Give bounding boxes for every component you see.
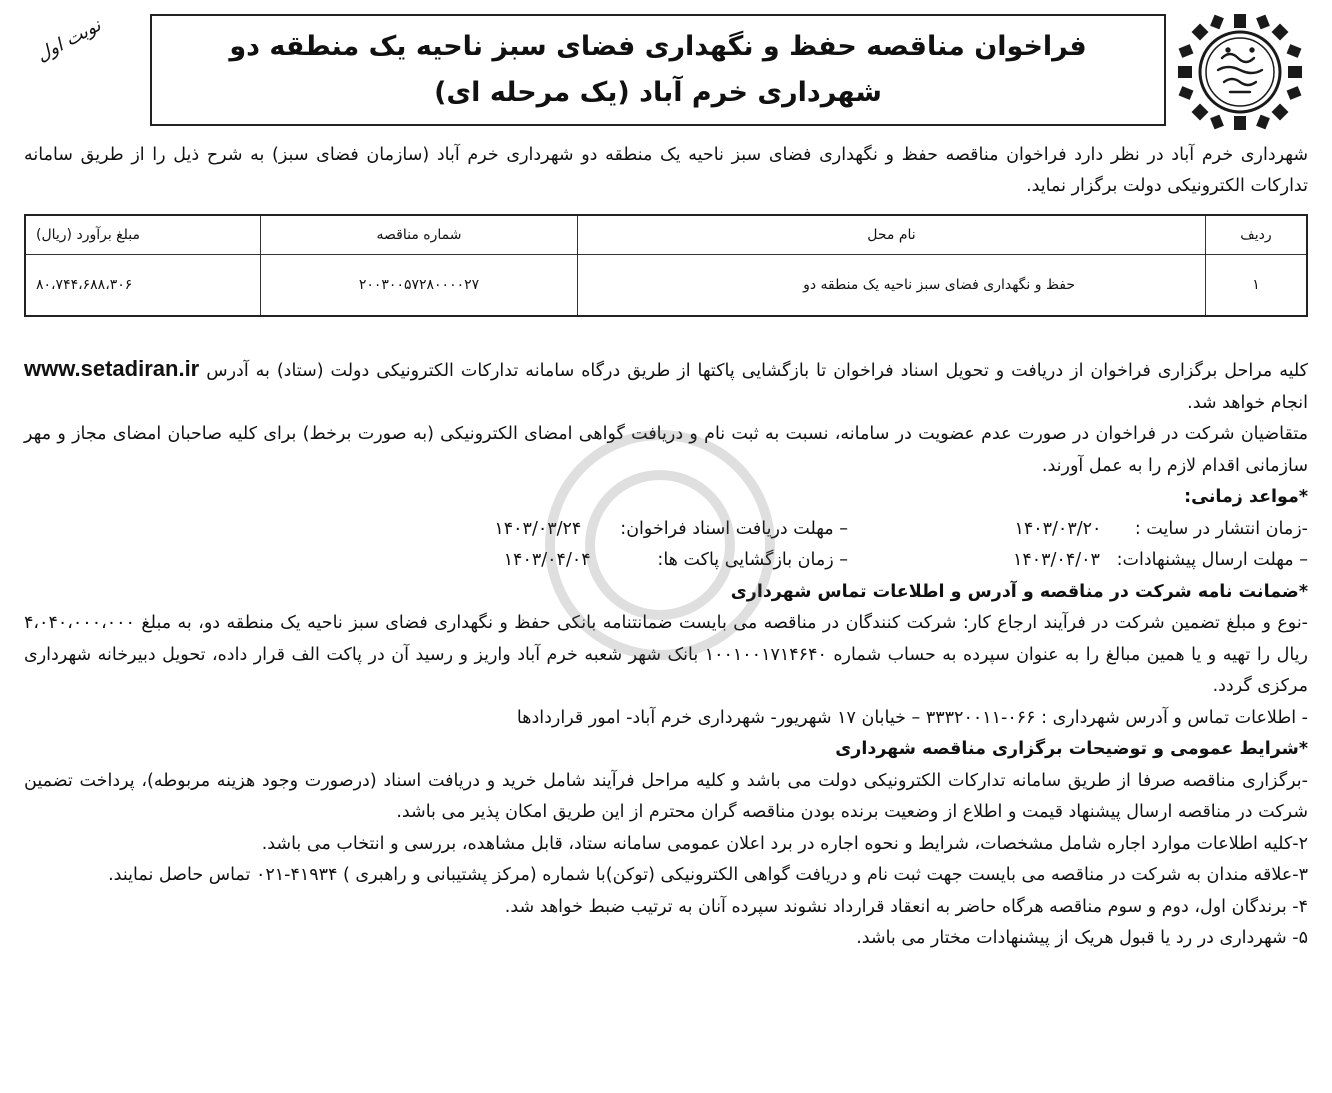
process-text-end: انجام خواهد شد. (1187, 392, 1308, 413)
deadlines-heading: *مواعد زمانی: (1184, 487, 1308, 507)
registration-paragraph: متقاضیان شرکت در فراخوان در صورت عدم عضویت در سامانه، نسبت به ثبت نام و دریافت گواهی امضای الکترونیکی (به صورت برخط) برای کلیه صاحبان امضای مجاز و مهر سازمانی اقدام لازم را به عمل آورند. (24, 424, 1308, 476)
cell-location-name: حفظ و نگهداری فضای سبز ناحیه یک منطقه دو (578, 255, 1206, 317)
notice-title-line1: فراخوان مناقصه حفظ و نگهداری فضای سبز ناحیه یک منطقه دو (229, 31, 1087, 62)
intro-paragraph: شهرداری خرم آباد در نظر دارد فراخوان مناقصه حفظ و نگهداری فضای سبز ناحیه یک منطقه دو شهرداری خرم آباد (سازمان فضای سبز) به شرح ذیل را از طریق سامانه تدارکات الکترونیکی دولت برگزار نماید. (24, 145, 1308, 196)
condition-2: ۲-کلیه اطلاعات موارد اجاره شامل مشخصات، شرایط و نحوه اجاره در برد اعلان عمومی سامانه ستاد، قابل مشاهده، بررسی و انتخاب می باشد. (261, 833, 1308, 854)
setadiran-link[interactable]: www.setadiran.ir (24, 356, 200, 381)
cell-row-number: ۱ (1206, 255, 1308, 317)
submit-date: ۱۴۰۳/۰۴/۰۳ (1012, 550, 1100, 570)
doc-deadline-date: ۱۴۰۳/۰۳/۲۴ (494, 518, 582, 539)
doc-deadline-label: – مهلت دریافت اسناد فراخوان: (620, 518, 848, 539)
header-location-name: نام محل (578, 215, 1206, 255)
header-tender-number: شماره مناقصه (261, 215, 578, 255)
guarantee-heading: *ضمانت نامه شرکت در مناقصه و آدرس و اطلاعات تماس شهرداری (730, 581, 1308, 602)
header-estimated-amount: مبلغ برآورد (ریال) (25, 215, 261, 255)
notice-title-line2: شهرداری خرم آباد (یک مرحله ای) (434, 77, 882, 108)
process-text: کلیه مراحل برگزاری فراخوان از دریافت و تحویل اسناد فراخوان تا بازگشایی پاکتها از طریق درگاه سامانه تدارکات الکترونیکی دولت (ستاد) به آدرس (206, 361, 1308, 381)
condition-3: ۳-علاقه مندان به شرکت در مناقصه می بایست جهت ثبت نام و دریافت گواهی الکترونیکی (توکن)با شماره (مرکز پشتیبانی و راهبری ) ۴۱۹۳۴-۰۲۱ تماس حاصل نمایند. (108, 865, 1308, 885)
opening-date: ۱۴۰۳/۰۴/۰۴ (503, 550, 591, 570)
doc-deadline-item (428, 514, 848, 546)
header-row-number: ردیف (1206, 215, 1308, 255)
guarantee-paragraph: -نوع و مبلغ تضمین شرکت در فرآیند ارجاع کار: شرکت کنندگان در مناقصه می بایست ضمانتنامه بانکی حفظ و نگهداری فضای سبز ناحیه یک منطقه دو، به مبلغ ۴،۰۴۰،۰۰۰،۰۰۰ ریال را تهیه و یا همین مبالغ را به عنوان سپرده به حساب شماره ۱۰۰۱۰۰۱۷۱۴۶۴۰ بانک شهر شعبه خرم آباد واریز و رسید آن در پاکت الف قرار داده، تحویل دبیرخانه شهرداری مرکزی گردد. (24, 613, 1308, 696)
deadlines-grid (24, 514, 1308, 577)
notice-header (18, 8, 1314, 136)
condition-1: -برگزاری مناقصه صرفا از طریق سامانه تدارکات الکترونیکی دولت می باشد و کلیه مراحل فرآیند شامل خرید و دریافت اسناد (درصورت وجود هزینه مربوطه)، پرداخت تضمین شرکت در مناقصه ارسال پیشنهاد قیمت و اطلاع از وضعیت برنده بودن مناقصه گران محترم از این طریق امکان پذیر می باشد. (24, 770, 1308, 822)
municipality-logo-icon (1170, 10, 1310, 134)
table-header-row (25, 215, 1307, 255)
publish-item (888, 514, 1308, 546)
condition-4: ۴- برندگان اول، دوم و سوم مناقصه هرگاه حاضر به انعقاد قرارداد نشوند سپرده آنان به ترتیب ضبط خواهد شد. (504, 896, 1308, 917)
cell-tender-number: ۲۰۰۳۰۰۵۷۲۸۰۰۰۰۲۷ (261, 255, 578, 317)
publish-date: ۱۴۰۳/۰۳/۲۰ (1014, 518, 1102, 539)
table-row (25, 255, 1307, 317)
cell-estimated-amount: ۸۰،۷۴۴،۶۸۸،۳۰۶ (25, 255, 261, 317)
submit-item (888, 545, 1308, 577)
title-box (150, 14, 1166, 126)
opening-item (428, 545, 848, 577)
process-paragraph (24, 353, 1308, 419)
submit-label: – مهلت ارسال پیشنهادات: (1116, 550, 1308, 570)
publish-label: -زمان انتشار در سایت : (1134, 518, 1308, 539)
round-note: نوبت اول (33, 14, 105, 67)
notice-body (24, 353, 1308, 955)
tender-table (24, 214, 1308, 317)
opening-label: – زمان بازگشایی پاکت ها: (657, 550, 848, 570)
condition-5: ۵- شهرداری در رد یا قبول هریک از پیشنهادات مختار می باشد. (856, 928, 1308, 948)
conditions-heading: *شرایط عمومی و توضیحات برگزاری مناقصه شهرداری (835, 739, 1308, 759)
contact-paragraph: - اطلاعات تماس و آدرس شهرداری : ۰۶۶-۳۳۳۲۰۰۱۱ – خیابان ۱۷ شهریور- شهرداری خرم آباد- امور قراردادها (516, 707, 1308, 728)
